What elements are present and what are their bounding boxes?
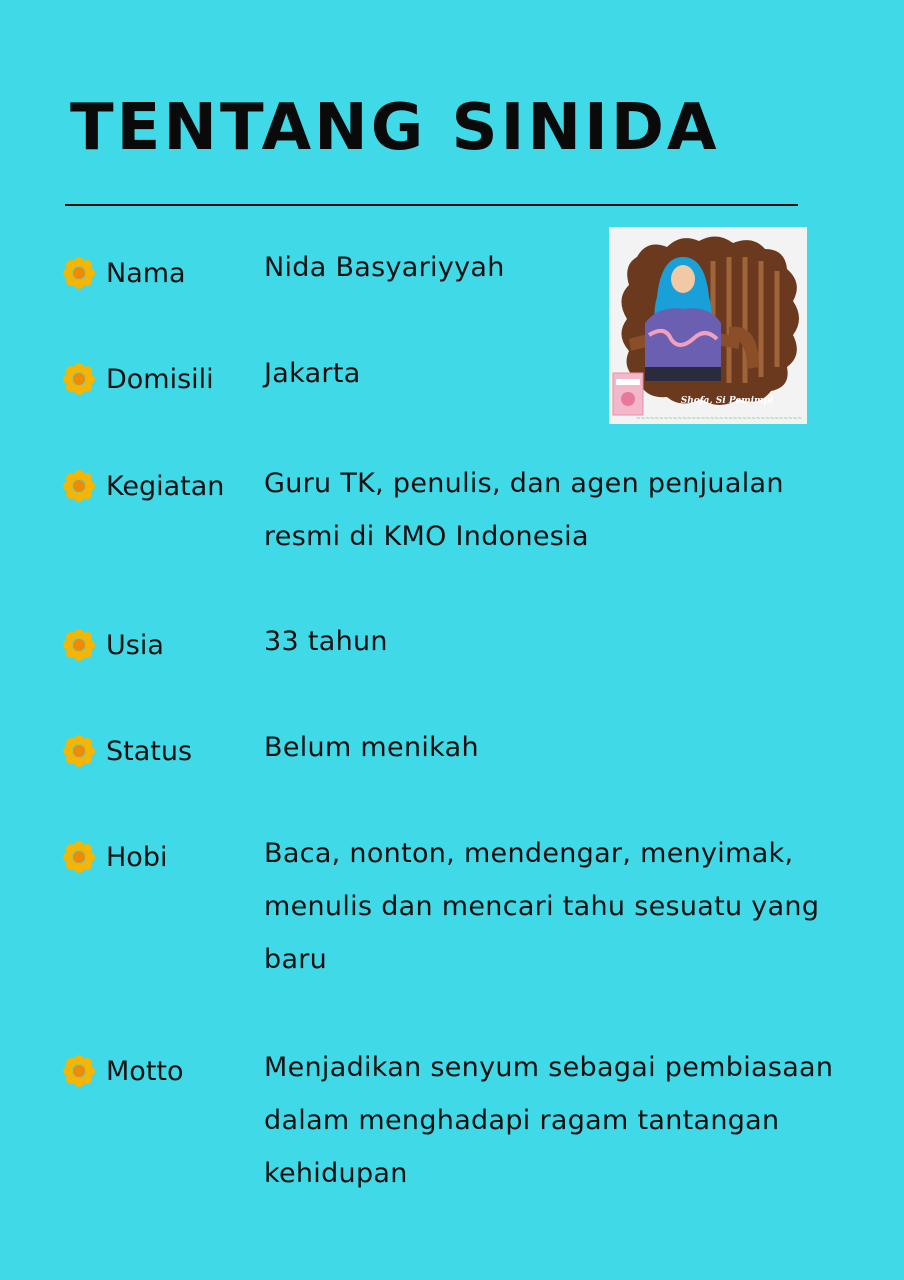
field-value-nama: Nida Basyariyyah [264, 252, 505, 283]
title-divider [65, 204, 798, 206]
photo-caption: Shofa, Si Pemimpi [680, 396, 774, 406]
profile-photo-image [609, 227, 807, 424]
field-label-text: Kegiatan [106, 470, 225, 502]
flower-icon [62, 362, 96, 396]
field-label-kegiatan [62, 466, 224, 506]
flower-icon [62, 628, 96, 662]
field-label-text: Motto [106, 1055, 184, 1087]
field-value-hobi: Baca, nonton, mendengar, menyimak, menulis dan mencari tahu sesuatu yang baru [264, 838, 820, 975]
field-label-text: Domisili [106, 363, 214, 395]
field-label-hobi [62, 837, 167, 877]
field-label-domisili [62, 359, 214, 399]
field-label-text: Usia [106, 629, 164, 661]
field-value-kegiatan: Guru TK, penulis, dan agen penjualan resmi di KMO Indonesia [264, 468, 784, 552]
field-label-text: Hobi [106, 841, 168, 873]
field-label-motto [62, 1051, 184, 1091]
svg-text:~~~~~~~~~~~~~~~~~~~~~~~~~~~~~~: ~~~~~~~~~~~~~~~~~~~~~~~~~~~~~~~~~~~~ [636, 416, 802, 422]
page-title: TENTANG SINIDA [70, 91, 720, 165]
field-label-nama [62, 253, 186, 293]
profile-photo [609, 227, 807, 424]
field-value-status: Belum menikah [264, 732, 479, 763]
flower-icon [62, 469, 96, 503]
field-label-usia [62, 625, 164, 665]
field-label-status [62, 731, 192, 771]
flower-icon [62, 840, 96, 874]
field-label-text: Status [106, 735, 193, 767]
field-value-usia: 33 tahun [264, 626, 388, 657]
field-value-domisili: Jakarta [264, 358, 361, 389]
field-label-text: Nama [106, 257, 186, 289]
flower-icon [62, 734, 96, 768]
flower-icon [62, 1054, 96, 1088]
flower-icon [62, 256, 96, 290]
field-value-motto: Menjadikan senyum sebagai pembiasaan dalam menghadapi ragam tantangan kehidupan [264, 1052, 834, 1189]
